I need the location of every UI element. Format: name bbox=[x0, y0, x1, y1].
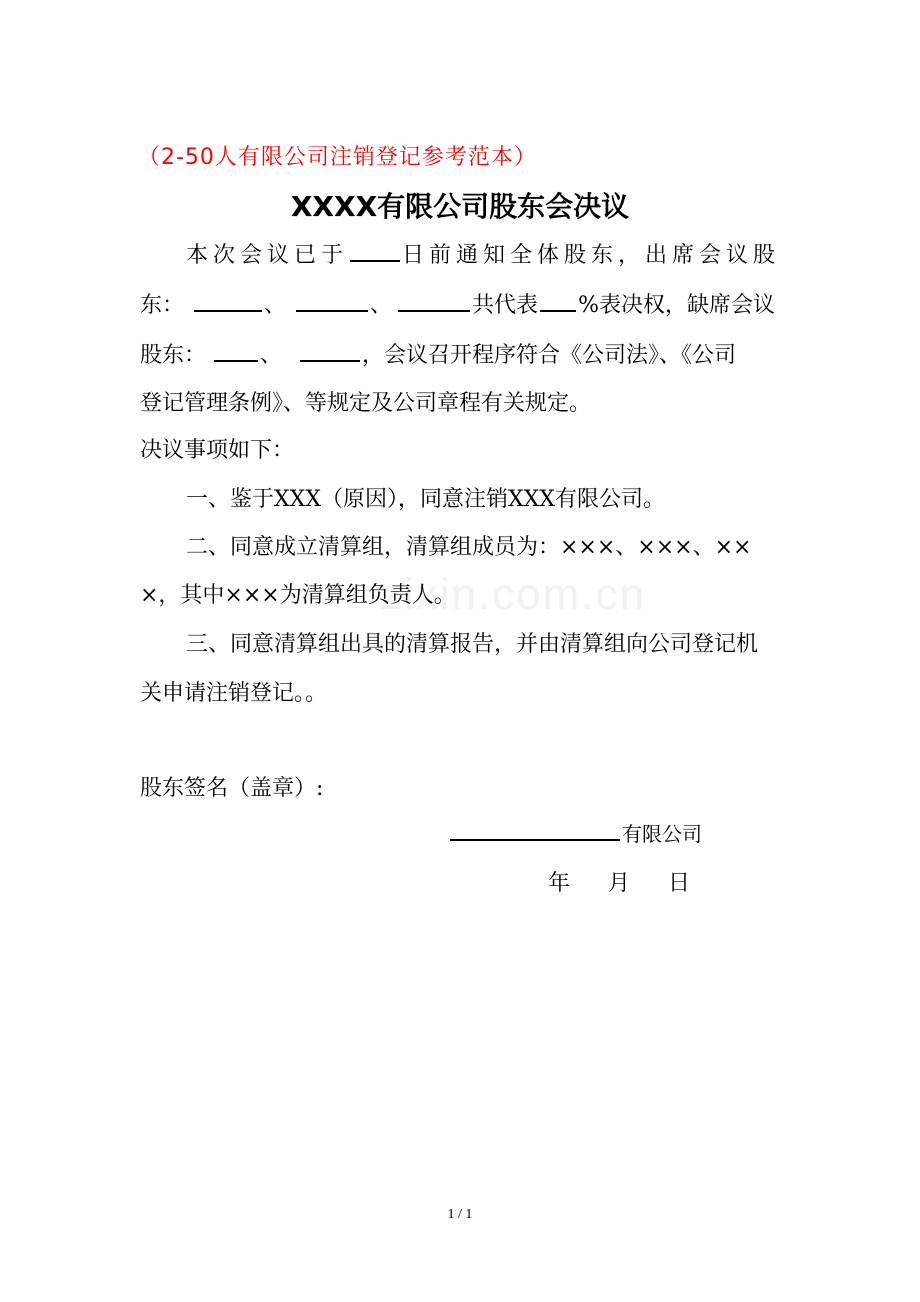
para1-text-e: 、 bbox=[370, 293, 393, 318]
resolution-item-2-line-2: ×，其中×××为清算组负责人。 bbox=[140, 583, 456, 608]
para1-text-c: 东： bbox=[140, 293, 185, 318]
date-line bbox=[548, 866, 728, 897]
para1-text-d: 、 bbox=[264, 293, 287, 318]
company-signature-line bbox=[448, 818, 702, 847]
watermark: zixin.com.cn bbox=[380, 570, 647, 619]
para1-text-a: 本次会议已于 bbox=[186, 243, 349, 268]
attending-shareholder-blank-1[interactable] bbox=[194, 292, 262, 312]
company-name-blank[interactable] bbox=[450, 821, 620, 841]
date-day: 日 bbox=[668, 871, 691, 896]
resolution-item-2-line-1: 二、同意成立清算组，清算组成员为：×××、×××、×× bbox=[186, 535, 752, 560]
resolution-item-3-line-1: 三、同意清算组出具的清算报告，并由清算组向公司登记机 bbox=[186, 632, 759, 657]
para1-line2 bbox=[140, 288, 775, 319]
para1-text-j: ，会议召开程序符合《公司法》、《公司 bbox=[362, 343, 737, 368]
resolution-intro: 决议事项如下： bbox=[140, 438, 295, 463]
attending-shareholder-blank-2[interactable] bbox=[296, 292, 368, 312]
para1-text-g: %表决权，缺席会议 bbox=[578, 293, 775, 318]
template-note: （2-50人有限公司注销登记参考范本） bbox=[138, 145, 537, 170]
page-number: 1 / 1 bbox=[447, 1207, 473, 1222]
para1-line3 bbox=[140, 338, 736, 369]
absent-shareholder-blank-2[interactable] bbox=[300, 342, 360, 362]
attending-shareholder-blank-3[interactable] bbox=[398, 292, 470, 312]
para1-text-b: 日前通知全体股东，出席会议股 bbox=[402, 243, 781, 268]
resolution-item-1: 一、鉴于XXX（原因），同意注销XXX有限公司。 bbox=[186, 487, 665, 512]
para1-line4: 登记管理条例》、等规定及公司章程有关规定。 bbox=[140, 391, 592, 416]
para1-text-h: 股东： bbox=[140, 343, 207, 368]
date-year: 年 bbox=[548, 871, 571, 896]
para1-text-f: 共代表 bbox=[472, 293, 539, 318]
absent-shareholder-blank-1[interactable] bbox=[214, 342, 258, 362]
para1-line1 bbox=[186, 238, 780, 269]
resolution-item-3-line-2: 关申请注销登记。。 bbox=[140, 681, 328, 706]
notice-date-blank[interactable] bbox=[350, 242, 400, 262]
date-month: 月 bbox=[608, 871, 631, 896]
para1-text-i: 、 bbox=[260, 343, 283, 368]
signature-label: 股东签名（盖章）: bbox=[140, 776, 324, 801]
voting-percent-blank[interactable] bbox=[540, 292, 576, 312]
document-title: XXXX有限公司股东会决议 bbox=[290, 190, 630, 223]
company-suffix: 有限公司 bbox=[622, 822, 702, 846]
